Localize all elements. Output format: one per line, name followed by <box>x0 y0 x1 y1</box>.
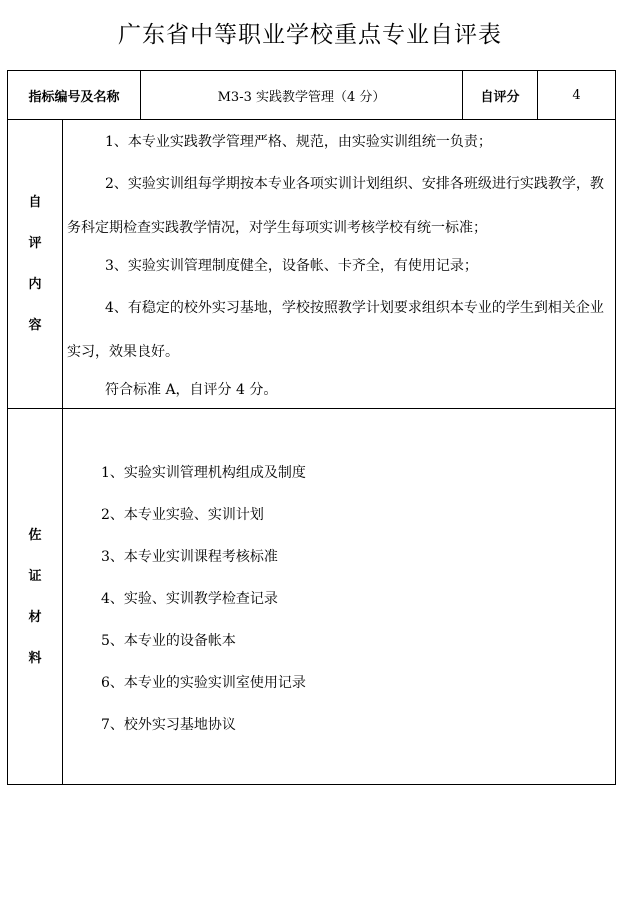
side-char: 料 <box>28 650 42 666</box>
indicator-value: M3-3 实践教学管理（4 分） <box>141 71 463 120</box>
evaluation-item: 3、实验实训管理制度健全，设备帐、卡齐全，有使用记录； <box>105 258 478 274</box>
indicator-label: 指标编号及名称 <box>8 71 141 120</box>
evaluation-item: 1、本专业实践教学管理严格、规范，由实验实训组统一负责； <box>105 134 492 150</box>
side-char: 证 <box>28 568 42 584</box>
header-row <box>8 71 616 120</box>
self-evaluation-row <box>8 120 616 409</box>
side-char: 评 <box>28 236 42 251</box>
self-evaluation-content <box>63 120 616 409</box>
side-char: 佐 <box>28 527 42 543</box>
evidence-row <box>8 409 616 785</box>
evidence-item: 5、本专业的设备帐本 <box>101 633 236 649</box>
side-char: 自 <box>28 195 42 210</box>
side-char: 内 <box>28 277 42 292</box>
evidence-item: 4、实验、实训教学检查记录 <box>101 591 278 607</box>
side-char: 容 <box>28 318 42 333</box>
evaluation-table <box>7 70 616 785</box>
evidence-item: 1、实验实训管理机构组成及制度 <box>101 465 306 481</box>
score-value: 4 <box>538 71 616 120</box>
page-title: 广东省中等职业学校重点专业自评表 <box>118 22 502 48</box>
evaluation-conclusion: 符合标准 A，自评分 4 分。 <box>105 382 278 398</box>
evidence-item: 3、本专业实训课程考核标准 <box>101 549 278 565</box>
evidence-label <box>8 409 63 785</box>
self-evaluation-label <box>8 120 63 409</box>
score-label: 自评分 <box>463 71 538 120</box>
evaluation-item: 4、有稳定的校外实习基地，学校按照教学计划要求组织本专业的学生到相关企业实习，效果良好。 <box>67 300 604 360</box>
side-char: 材 <box>28 609 42 625</box>
evaluation-item: 2、实验实训组每学期按本专业各项实训计划组织、安排各班级进行实践教学，教务科定期检查实践教学情况，对学生每项实训考核学校有统一标准； <box>67 176 604 236</box>
evidence-item: 6、本专业的实验实训室使用记录 <box>101 675 306 691</box>
evidence-item: 7、校外实习基地协议 <box>101 717 236 733</box>
evidence-item: 2、本专业实验、实训计划 <box>101 507 264 523</box>
evidence-content <box>63 409 616 785</box>
